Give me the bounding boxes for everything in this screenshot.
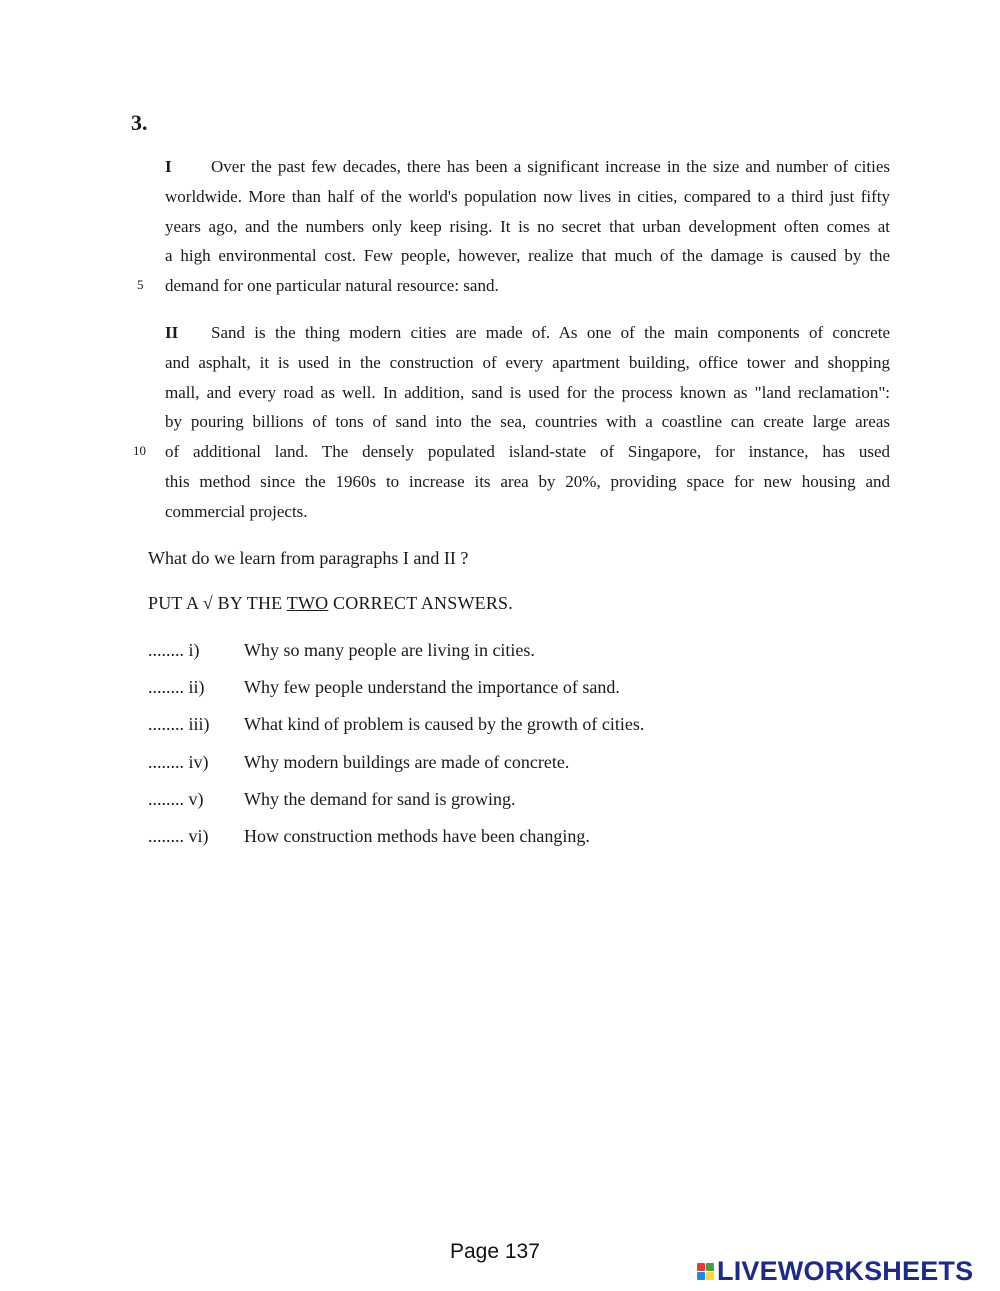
paragraph-line: a high environmental cost. Few people, however, realize that much of the damage is caused by the	[165, 246, 890, 266]
option-text: Why the demand for sand is growing.	[244, 789, 516, 809]
instruction: PUT A √ BY THE TWO CORRECT ANSWERS.	[148, 593, 513, 613]
paragraph-2	[165, 318, 890, 527]
option-text: Why so many people are living in cities.	[244, 640, 535, 660]
answer-blank[interactable]: ........ vi)	[148, 826, 209, 846]
paragraph-label: II	[165, 323, 179, 342]
answer-blank[interactable]: ........ iv)	[148, 752, 209, 772]
brand-watermark	[697, 1256, 973, 1287]
question-prompt: What do we learn from paragraphs I and II ?	[148, 548, 469, 568]
paragraph-line: worldwide. More than half of the world's population now lives in cities, compared to a third just fifty	[165, 186, 890, 206]
page-number: Page 137	[450, 1240, 540, 1263]
answer-option-vi	[148, 826, 590, 852]
line-number: 5	[137, 277, 144, 292]
line-number: 10	[133, 443, 146, 458]
option-text: Why few people understand the importance of sand.	[244, 677, 620, 697]
paragraph-line: by pouring billions of tons of sand into the sea, countries with a coastline can create large areas	[165, 412, 890, 432]
brand-name: LIVEWORKSHEETS	[717, 1256, 974, 1286]
paragraph-line: and asphalt, it is used in the construction of every apartment building, office tower and shopping	[165, 352, 890, 372]
answer-blank[interactable]: ........ i)	[148, 640, 200, 660]
paragraph-line: this method since the 1960s to increase its area by 20%, providing space for new housing and	[165, 471, 890, 491]
instruction-emphasis: TWO	[286, 593, 329, 613]
paragraph-line: commercial projects.	[165, 501, 308, 521]
answer-blank[interactable]: ........ ii)	[148, 677, 205, 697]
paragraph-line: I Over the past few decades, there has been a significant increase in the size and number of cities	[165, 152, 890, 182]
answer-blank[interactable]: ........ v)	[148, 789, 204, 809]
answer-option-i	[148, 640, 535, 666]
paragraph-label: I	[165, 157, 172, 176]
paragraph-1	[165, 152, 890, 301]
option-text: Why modern buildings are made of concrete.	[244, 752, 570, 772]
option-text: What kind of problem is caused by the growth of cities.	[244, 714, 645, 734]
paragraph-line: mall, and every road as well. In addition, sand is used for the process known as "land reclamation":	[165, 382, 890, 402]
paragraph-line: demand for one particular natural resource: sand.	[165, 276, 499, 296]
paragraph-line: II Sand is the thing modern cities are made of. As one of the main components of concrete	[165, 318, 890, 348]
question-number: 3.	[131, 110, 148, 135]
answer-blank[interactable]: ........ iii)	[148, 714, 210, 734]
answer-option-iii	[148, 714, 645, 740]
answer-option-iv	[148, 752, 570, 778]
paragraph-line: years ago, and the numbers only keep rising. It is no secret that urban development often comes at	[165, 216, 890, 236]
answer-option-ii	[148, 677, 620, 703]
liveworksheets-logo-icon	[697, 1263, 714, 1280]
option-text: How construction methods have been changing.	[244, 826, 590, 846]
answer-option-v	[148, 789, 516, 815]
paragraph-line: of additional land. The densely populated island-state of Singapore, for instance, has used	[165, 442, 890, 462]
